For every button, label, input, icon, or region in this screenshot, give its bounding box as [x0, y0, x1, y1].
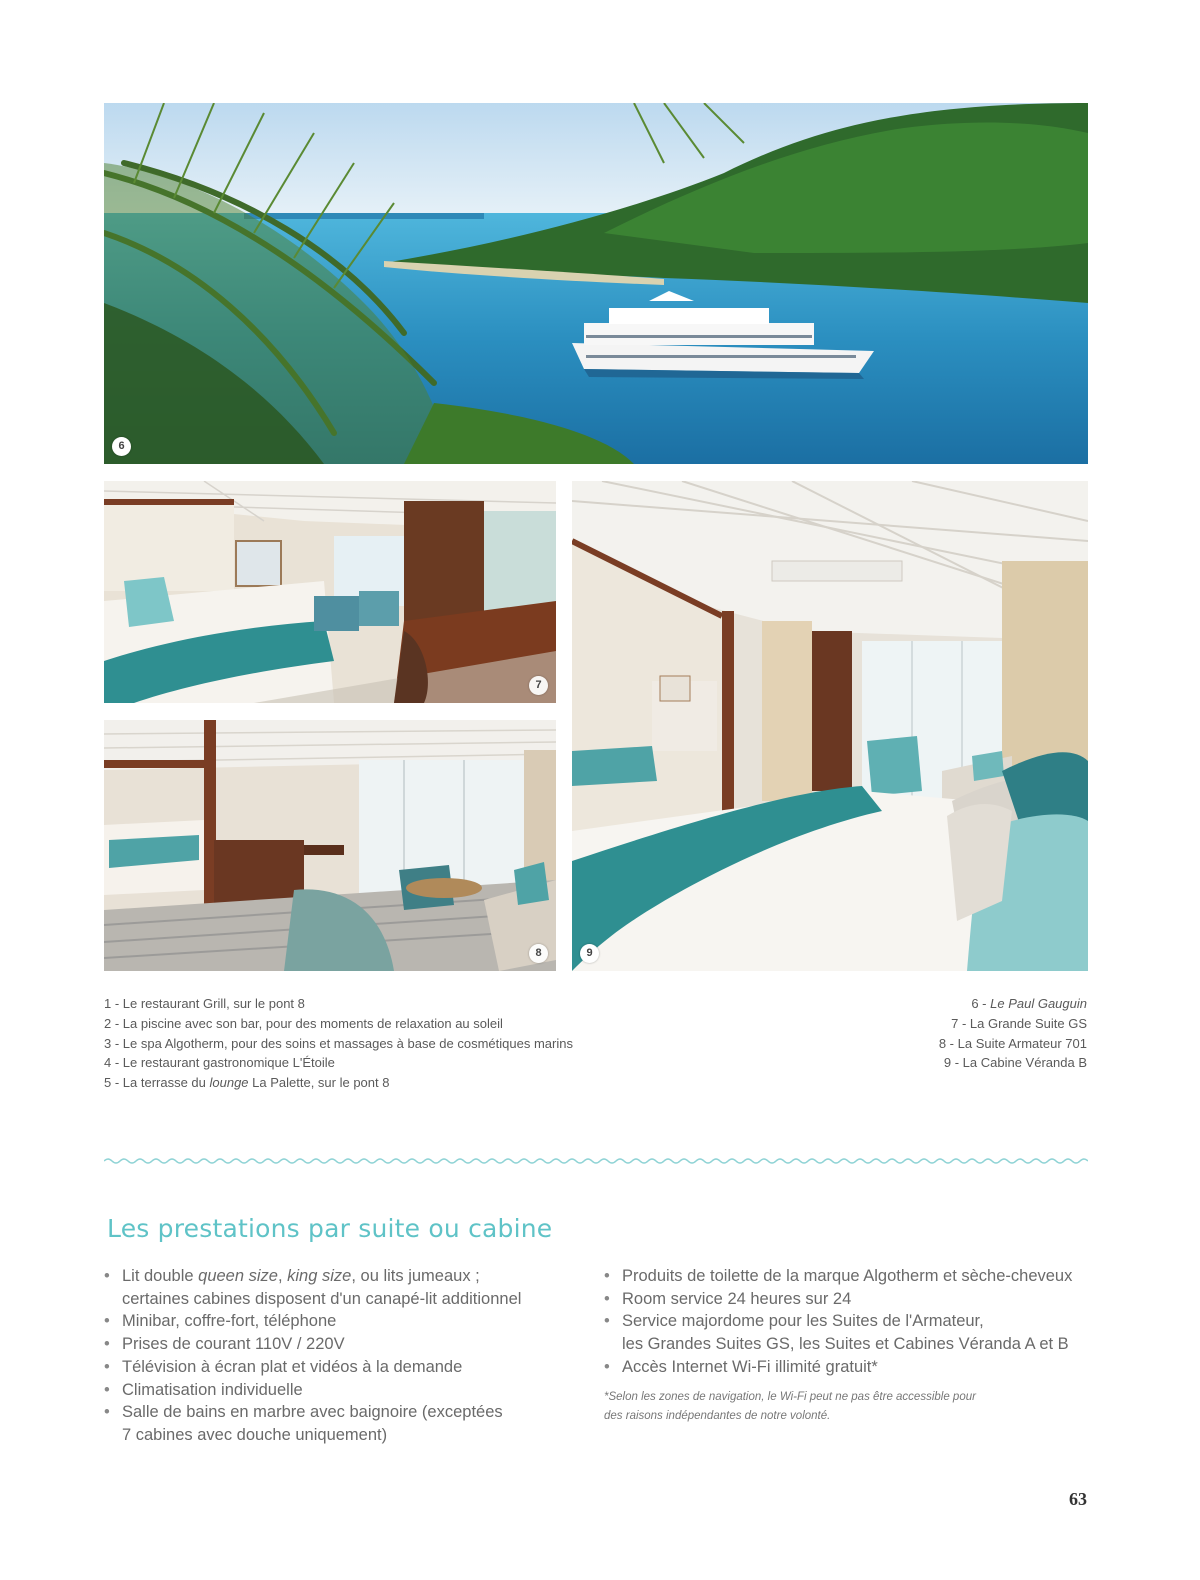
list-item: • Minibar, coffre-fort, téléphone: [104, 1310, 574, 1333]
amenities-list-left: [104, 1265, 574, 1447]
veranda-cabin-illustration: [572, 481, 1088, 971]
list-item: • Télévision à écran plat et vidéos à la demande: [104, 1356, 574, 1379]
list-item: • Room service 24 heures sur 24: [604, 1288, 1094, 1311]
caption-item: 9 - La Cabine Véranda B: [943, 1055, 1087, 1071]
photo-number-badge: 8: [529, 944, 548, 963]
amenities-list-right: [604, 1265, 1094, 1379]
caption-item: 1 - Le restaurant Grill, sur le pont 8: [104, 996, 305, 1011]
photo-ship-in-bay: [104, 103, 1088, 464]
photo-number-badge: 6: [112, 437, 131, 456]
suite-bedroom-illustration: [104, 481, 556, 703]
caption-item: 2 - La piscine avec son bar, pour des moments de relaxation au soleil: [104, 1015, 503, 1031]
photo-suite-armateur: [104, 720, 556, 971]
list-item: • Climatisation individuelle: [104, 1379, 574, 1402]
caption-item: 3 - Le spa Algotherm, pour des soins et massages à base de cosmétiques marins: [104, 1035, 573, 1051]
caption-item: 6 - Le Paul Gauguin: [971, 996, 1087, 1011]
photo-cabine-veranda: [572, 481, 1088, 971]
caption-item: 7 - La Grande Suite GS: [951, 1015, 1087, 1031]
ship-bay-illustration: [104, 103, 1088, 464]
list-item: • Lit double queen size, king size, ou lits jumeaux ; certaines cabines disposent d'un canapé-lit additionnel: [104, 1265, 574, 1310]
page-number: 63: [1069, 1489, 1087, 1509]
caption-item: 4 - Le restaurant gastronomique L'Étoile: [104, 1055, 335, 1071]
photo-captions-left: [104, 994, 664, 1093]
armateur-suite-illustration: [104, 720, 556, 971]
list-item: • Prises de courant 110V / 220V: [104, 1333, 574, 1356]
list-item: • Service majordome pour les Suites de l'Armateur, les Grandes Suites GS, les Suites et Cabines Véranda A et B: [604, 1310, 1094, 1355]
photo-number-badge: 7: [529, 676, 548, 695]
photo-number-badge: 9: [580, 944, 599, 963]
list-item: • Produits de toilette de la marque Algotherm et sèche-cheveux: [604, 1265, 1094, 1288]
caption-item: 5 - La terrasse du lounge La Palette, sur le pont 8: [104, 1075, 390, 1091]
list-item: • Salle de bains en marbre avec baignoire (exceptées 7 cabines avec douche uniquement): [104, 1401, 574, 1446]
photo-grande-suite: [104, 481, 556, 703]
wifi-footnote: *Selon les zones de navigation, le Wi-Fi peut ne pas être accessible pour des raisons indépendantes de notre volonté.: [604, 1391, 976, 1422]
photo-captions-right: [767, 994, 1087, 1073]
list-item: • Accès Internet Wi-Fi illimité gratuit*: [604, 1356, 1094, 1379]
caption-item: 8 - La Suite Armateur 701: [938, 1035, 1087, 1051]
wavy-divider: [104, 1156, 1088, 1166]
section-title: Les prestations par suite ou cabine: [107, 1214, 553, 1243]
